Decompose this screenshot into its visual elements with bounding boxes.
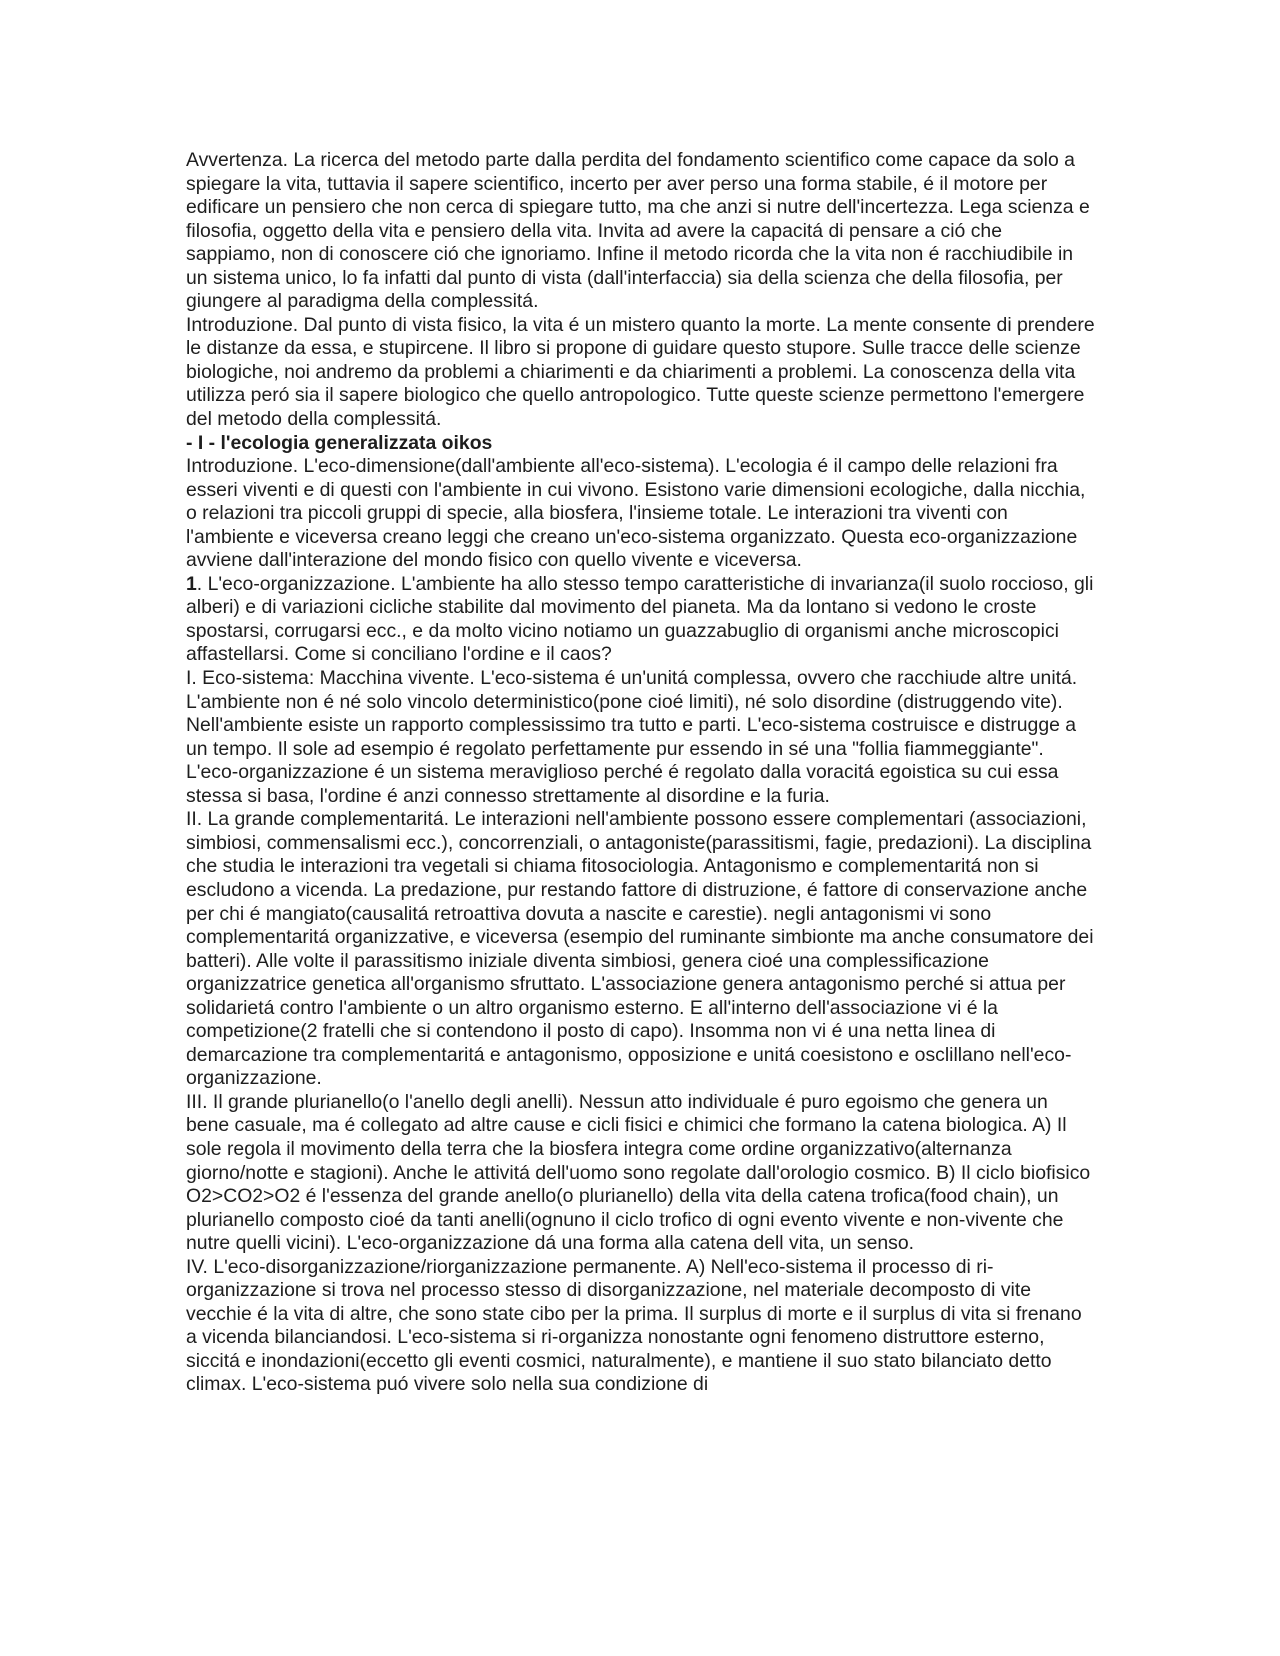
paragraph-plurianello: III. Il grande plurianello(o l'anello degli anelli). Nessun atto individuale é puro egoismo che genera un bene casuale, ma é collegato ad altre cause e cicli fisici e chimici che formano la catena biologica. A) Il sole regola il movimento della terra che la biosfera integra come ordine organizzativo(alternanza giorno/notte e stagioni). Anche le attivitá dell'uomo sono regolate dall'orologio cosmico. B) Il ciclo biofisico O2>CO2>O2 é l'essenza del grande anello(o plurianello) della vita della catena trofica(food chain), un plurianello composto cioé da tanti anelli(ognuno il ciclo trofico di ogni evento vivente e non-vivente che nutre quelli vicini). L'eco-organizzazione dá una forma alla catena dell vita, un senso. xyxy=(186,1090,1091,1255)
paragraph-avvertenza: Avvertenza. La ricerca del metodo parte dalla perdita del fondamento scientifico come capace da solo a spiegare la vita, tuttavia il sapere scientifico, incerto per aver perso una forma stabile, é il motore per edificare un pensiero che non cerca di spiegare tutto, ma che anzi si nutre dell'incertezza. Lega scienza e filosofia, oggetto della vita e pensiero della vita. Invita ad avere la capacitá di pensare a ció che sappiamo, non di conoscere ció che ignoriamo. Infine il metodo ricorda che la vita non é racchiudibile in un sistema unico, lo fa infatti dal punto di vista (dall'interfaccia) sia della scienza che della filosofia, per giungere al paradigma della complessitá. xyxy=(186,149,1090,313)
paragraph-eco-organizzazione-text: . L'eco-organizzazione. L'ambiente ha allo stesso tempo caratteristiche di invarianza(il suolo roccioso, gli alberi) e di variazioni cicliche stabilite dal movimento del pianeta. Ma da lontano si vedono le croste spostarsi, corrugarsi ecc., e da molto vicino notiamo un guazzabuglio di organismi anche microscopici affastellarsi. Come si conciliano l'ordine e il caos? xyxy=(186,572,1094,666)
paragraph-eco-dimensione: Introduzione. L'eco-dimensione(dall'ambiente all'eco-sistema). L'ecologia é il campo delle relazioni fra esseri viventi e di questi con l'ambiente in cui vivono. Esistono varie dimensioni ecologiche, dalla nicchia, o relazioni tra piccoli gruppi di specie, alla biosfera, l'insieme totale. Le interazioni tra viventi con l'ambiente e viceversa creano leggi che creano un'eco-sistema organizzato. Questa eco-organizzazione avviene dall'interazione del mondo fisico con quello vivente e viceversa. xyxy=(186,455,1086,572)
paragraph-disorganizzazione: IV. L'eco-disorganizzazione/riorganizzazione permanente. A) Nell'eco-sistema il processo di ri-organizzazione si trova nel processo stesso di disorganizzazione, nel materiale decomposto di vite vecchie é la vita di altre, che sono state cibo per la prima. Il surplus di morte e il surplus di vita si frenano a vicenda bilanciandosi. L'eco-sistema si ri-organizza nonostante ogni fenomeno distruttore esterno, siccitá e inondazioni(eccetto gli eventi cosmici, naturalmente), e mantiene il suo stato bilanciato detto climax. L'eco-sistema puó vivere solo nella sua condizione di xyxy=(186,1255,1082,1396)
section-number: 1 xyxy=(186,572,197,595)
paragraph-eco-organizzazione xyxy=(186,573,1096,667)
section-heading: - I - l'ecologia generalizzata oikos xyxy=(186,431,493,454)
paragraph-introduzione: Introduzione. Dal punto di vista fisico, la vita é un mistero quanto la morte. La mente consente di prendere le distanze da essa, e stupircene. Il libro si propone di guidare questo stupore. Sulle tracce delle scienze biologiche, noi andremo da problemi a chiarimenti e da chiarimenti a problemi. La conoscenza della vita utilizza peró sia il sapere biologico che quello antropologico. Tutte queste scienze permettono l'emergere del metodo della complessitá. xyxy=(186,313,1095,431)
document-page xyxy=(186,149,1096,1397)
paragraph-complementarita: II. La grande complementaritá. Le interazioni nell'ambiente possono essere complementari (associazioni, simbiosi, commensalismi ecc.), concorrenziali, o antagoniste(parassitismi, fagie, predazioni). La disciplina che studia le interazioni tra vegetali si chiama fitosociologia. Antagonismo e complementaritá non si escludono a vicenda. La predazione, pur restando fattore di distruzione, é fattore di conservazione anche per chi é mangiato(causalitá retroattiva dovuta a nascite e carestie). negli antagonismi vi sono complementaritá organizzative, e viceversa (esempio del ruminante simbionte ma anche consumatore dei batteri). Alle volte il parassitismo iniziale diventa simbiosi, genera cioé una complessificazione organizzatrice genetica all'organismo sfruttato. L'associazione genera antagonismo perché si attua per solidarietá contro l'ambiente o un altro organismo esterno. E all'interno dell'associazione vi é la competizione(2 fratelli che si contendono il posto di capo). Insomma non vi é una netta linea di demarcazione tra complementaritá e antagonismo, opposizione e unitá coesistono e osclillano nell'eco-organizzazione. xyxy=(186,808,1094,1090)
paragraph-eco-sistema: I. Eco-sistema: Macchina vivente. L'eco-sistema é un'unitá complessa, ovvero che racchiude altre unitá. L'ambiente non é né solo vincolo deterministico(pone cioé limiti), né solo disordine (distruggendo vite). Nell'ambiente esiste un rapporto complessissimo tra tutto e parti. L'eco-sistema costruisce e distrugge a un tempo. Il sole ad esempio é regolato perfettamente pur essendo in sé una "follia fiammeggiante". L'eco-organizzazione é un sistema meraviglioso perché é regolato dalla voracitá egoistica su cui essa stessa si basa, l'ordine é anzi connesso strettamente al disordine e la furia. xyxy=(186,667,1078,807)
